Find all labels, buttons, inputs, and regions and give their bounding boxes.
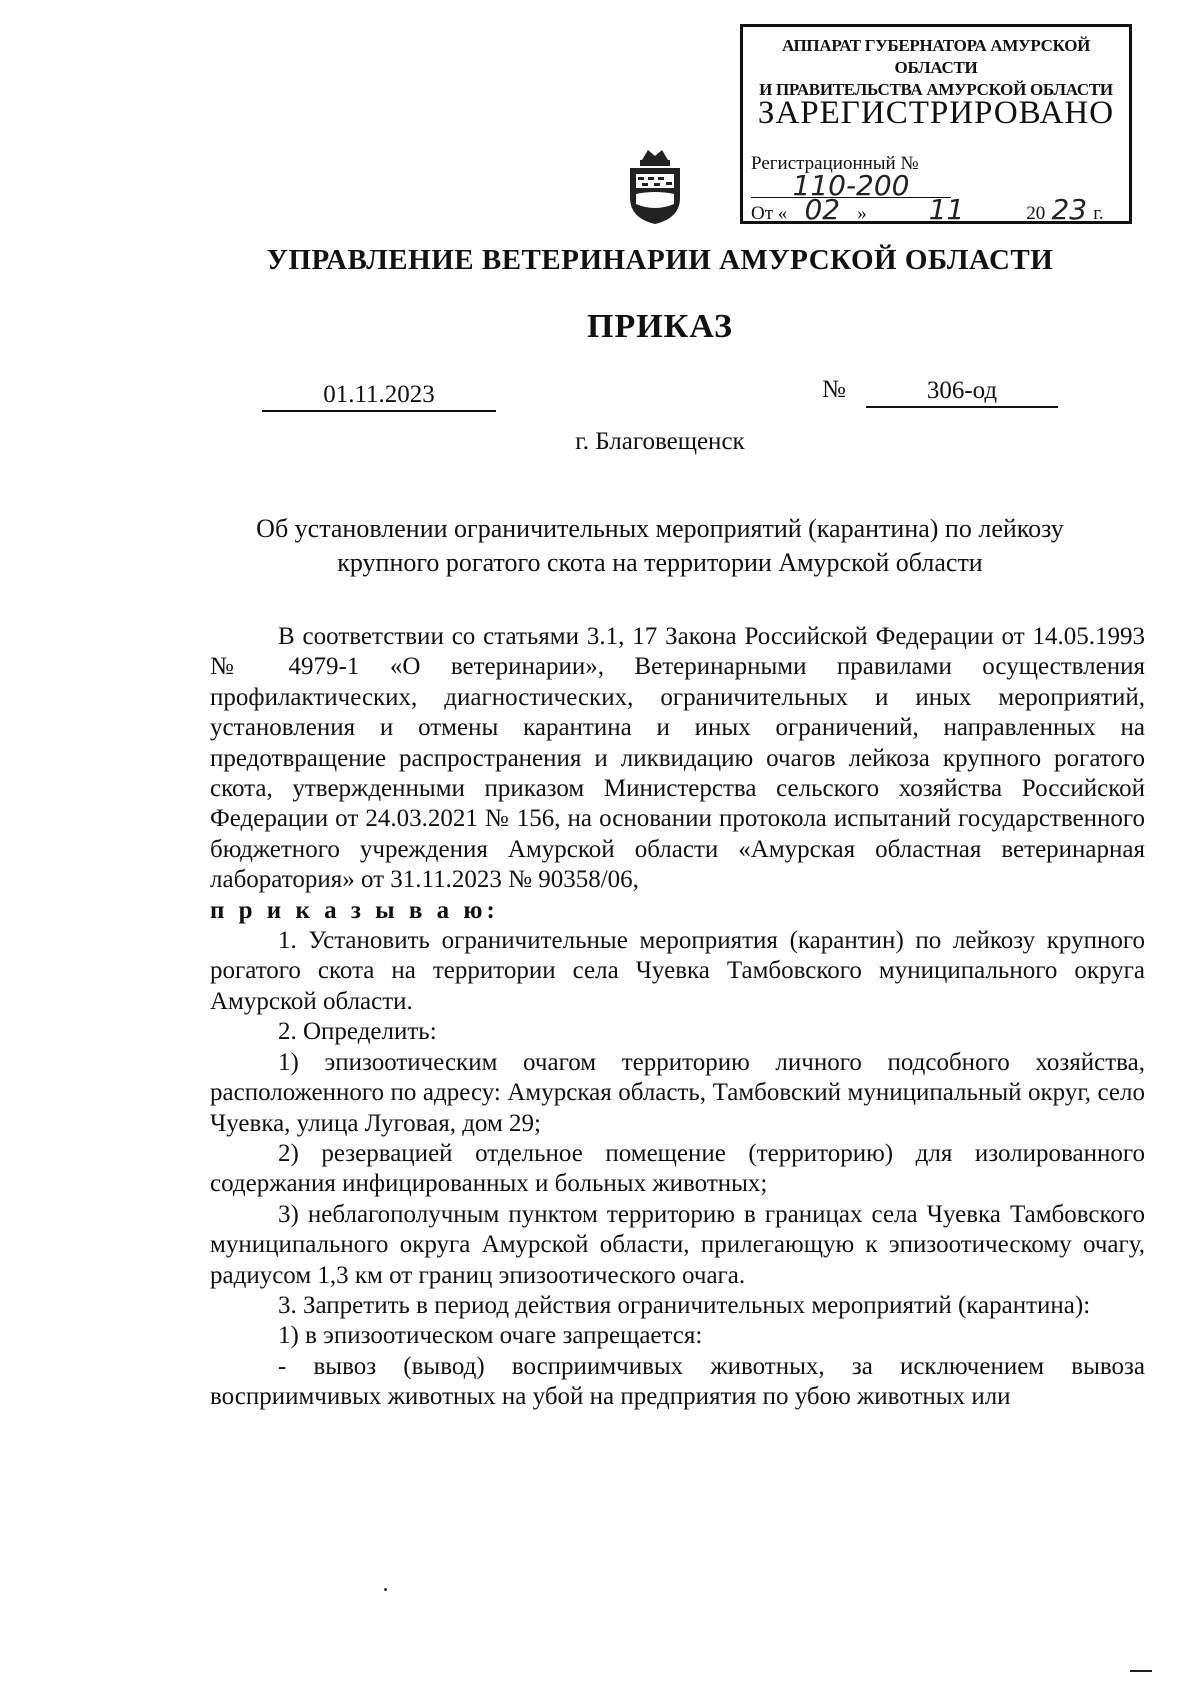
number-sign: № [822, 376, 846, 403]
stamp-organization [743, 35, 1129, 101]
stamp-year-prefix: 20 [1026, 203, 1046, 224]
item-3-1-a: - вывоз (вывод) восприимчивых животных, за исключением вывоза восприимчивых животных на убой на предприятия по убою животных или [210, 1352, 1145, 1411]
stamp-date-line [751, 193, 1123, 226]
scan-speck [384, 1588, 387, 1591]
coat-of-arms-emblem [622, 146, 688, 226]
order-date: 01.11.2023 [262, 380, 496, 412]
stamp-day-close: » [857, 203, 867, 224]
preamble-paragraph: В соответствии со статьями 3.1, 17 Закона Российской Федерации от 14.05.1993 № 4979-1 «О ветеринарии», Ветеринарными правилами осуществления профилактических, диагностических, ограничительных и иных мероприятий, установления и отмены карантина и иных ограничений, направленных на предотвращение распространения и ликвидацию очагов лейкоза крупного рогатого скота, утвержденными приказом Министерства сельского хозяйства Российской Федерации от 24.03.2021 № 156, на основании протокола испытаний государственного бюджетного учреждения Амурской области «Амурская областная ветеринарная лаборатория» от 31.11.2023 № 90358/06, [210, 623, 1145, 894]
page-continuation-dash [1130, 1670, 1152, 1672]
document-type-title: ПРИКАЗ [587, 308, 733, 345]
city-line: г. Благовещенск [575, 428, 745, 455]
stamp-title: ЗАРЕГИСТРИРОВАНО [757, 95, 1115, 131]
registration-stamp [740, 24, 1132, 224]
item-1: 1. Установить ограничительные мероприятия (карантин) по лейкозу крупного рогатого скота на территории села Чуевка Тамбовского муниципального округа Амурской области. [210, 927, 1145, 1015]
subject-line1: Об установлении ограничительных мероприятий (карантина) по лейкозу [256, 514, 1064, 543]
stamp-reg-number: 110-200 [751, 175, 951, 198]
stamp-reg-label: Регистрационный № [751, 153, 919, 174]
stamp-day: 02 [787, 199, 857, 222]
order-subject [210, 512, 1110, 580]
stamp-date-prefix: От « [751, 203, 788, 224]
stamp-org-line2: И ПРАВИТЕЛЬСТВА АМУРСКОЙ ОБЛАСТИ [759, 80, 1113, 99]
order-number: 306-од [866, 376, 1058, 408]
item-2: 2. Определить: [278, 1018, 437, 1046]
item-3: 3. Запретить в период действия ограничительных мероприятий (карантина): [278, 1291, 1091, 1319]
item-2-2: 2) резервацией отдельное помещение (территорию) для изолированного содержания инфицированных и больных животных; [210, 1139, 1145, 1198]
item-3-1: 1) в эпизоотическом очаге запрещается: [278, 1322, 703, 1350]
stamp-month: 11 [872, 199, 1022, 222]
item-2-3: 3) неблагополучным пунктом территорию в границах села Чуевка Тамбовского муниципального округа Амурской области, прилегающую к эпизоотическому очагу, радиусом 1,3 км от границ эпизоотического очага. [210, 1200, 1145, 1289]
stamp-year-suffix: 23 [1045, 199, 1093, 222]
organization-title: УПРАВЛЕНИЕ ВЕТЕРИНАРИИ АМУРСКОЙ ОБЛАСТИ [266, 244, 1054, 276]
item-2-1: 1) эпизоотическим очагом территорию личного подсобного хозяйства, расположенного по адресу: Амурская область, Тамбовский муниципальный округ, село Чуевка, улица Луговая, дом 29; [210, 1048, 1145, 1137]
command-word: п р и к а з ы в а ю: [210, 896, 499, 924]
stamp-org-line1: АППАРАТ ГУБЕРНАТОРА АМУРСКОЙ ОБЛАСТИ [781, 36, 1091, 77]
stamp-year-end: г. [1093, 203, 1104, 224]
subject-line2: крупного рогатого скота на территории Амурской области [337, 548, 983, 577]
order-body [210, 622, 1145, 1413]
